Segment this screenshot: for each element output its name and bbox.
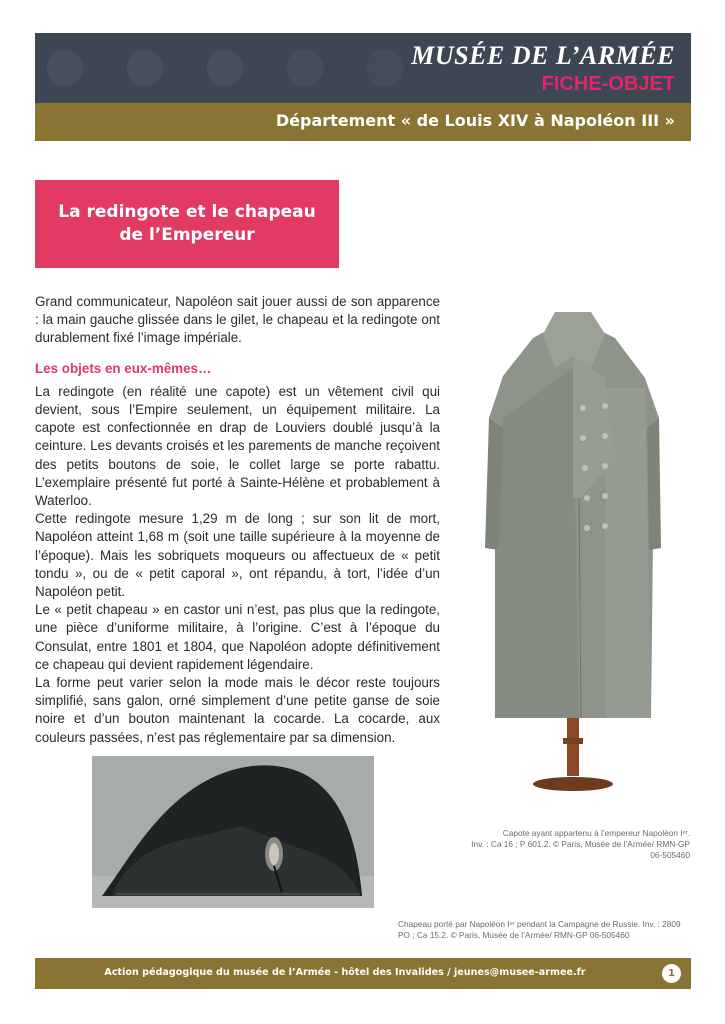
paragraph-hat: Le « petit chapeau » en castor uni n’est, pas plus que la redingote, une pièce d’uniforme militaire, à l’origine. C’est à l’époque du Consulat, entre 1801 et 1804, que Napoléon adopte définitivement ce chapeau qui devient rapidement légendaire.: [35, 602, 440, 672]
hat-image: [92, 756, 374, 908]
paragraph-hat-form: La forme peut varier selon la mode mais le décor reste toujours simplifié, sans galon, orné simplement d’une petite ganse de soie noire et d’un bouton maintenant la cocarde. La cocarde, aux couleurs passées, n’est pas réglementaire par sa dimension.: [35, 675, 440, 745]
page-number: 1: [662, 964, 681, 983]
department-title: Département « de Louis XIV à Napoléon III »: [275, 111, 675, 130]
coat-caption-line-2: Inv. : Ca 16 ; P 601.2. © Paris, Musée de l’Armée/ RMN-GP: [471, 839, 690, 849]
department-banner: [35, 103, 691, 141]
header-banner: [35, 33, 691, 103]
footer-text: Action pédagogique du musée de l’Armée - hôtel des Invalides / jeunes@musee-armee.fr: [104, 967, 586, 978]
paragraph-size: Cette redingote mesure 1,29 m de long ; sur son lit de mort, Napoléon atteint 1,68 m (soit une taille supérieure à la moyenne de l’époque). Mais les sobriquets moqueurs ou affectueux de « petit tondu », ou de « petit caporal », ont répandu, à tort, l’idée d’un Napoléon petit.: [35, 511, 440, 600]
coat-illustration: [455, 298, 691, 808]
section-subheading: Les objets en eux-mêmes…: [35, 360, 212, 376]
body-text: [35, 293, 440, 747]
coat-image: [455, 298, 691, 808]
paragraph-coat: La redingote (en réalité une capote) est un vêtement civil qui devient, sous l’Empire seulement, un équipement militaire. La capote est confectionnée en drap de Louviers doublé jusqu’à la ceinture. Les devants croisés et les parements de manche reçoivent des petits boutons de soie, le collet large se porte rabattu. L’exemplaire présenté fut porté à Sainte-Hélène et probablement à Waterloo.: [35, 383, 440, 509]
footer-banner: [35, 958, 691, 989]
section-label: FICHE-OBJET: [541, 73, 675, 95]
coat-caption-line-1: Capote ayant appartenu à l’empereur Napoléon Iᵉʳ.: [502, 828, 690, 838]
intro-paragraph: Grand communicateur, Napoléon sait jouer aussi de son apparence : la main gauche glissée dans le gilet, le chapeau et la redingote ont durablement fixé l’image impériale.: [35, 294, 440, 346]
coat-caption: [440, 828, 690, 861]
page-title-box: [35, 180, 339, 268]
museum-title: MUSÉE DE L’ARMÉE: [411, 41, 675, 70]
page-title: La redingote et le chapeau de l’Empereur: [58, 202, 316, 245]
hat-illustration: [92, 756, 374, 908]
coat-caption-line-3: 06-505460: [650, 850, 690, 860]
hat-caption: Chapeau porté par Napoléon Iᵉʳ pendant la Campagne de Russie. Inv. : 2809 PO ; Ca 15.2. © Paris, Musée de l’Armée/ RMN-GP 06-505460: [398, 919, 681, 940]
